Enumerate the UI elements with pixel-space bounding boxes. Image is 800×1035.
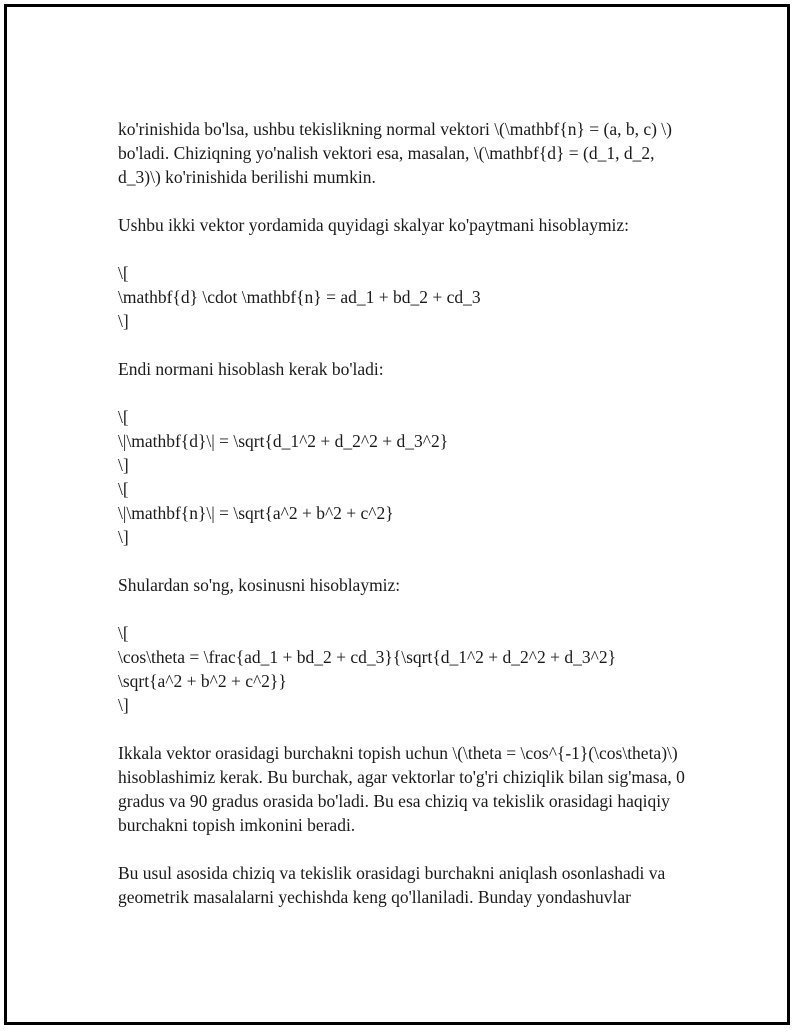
equation-cosine	[118, 621, 698, 717]
equation-line: \mathbf{d} \cdot \mathbf{n} = ad_1 + bd_2 + cd_3	[118, 287, 481, 307]
equation-line: \|\mathbf{d}\| = \sqrt{d_1^2 + d_2^2 + d_3^2}	[118, 431, 449, 451]
equation-line: \[	[118, 623, 129, 643]
equation-line: \[	[118, 263, 129, 283]
equation-scalar-product	[118, 261, 698, 333]
paragraph-angle: Ikkala vektor orasidagi burchakni topish uchun \(\theta = \cos^{-1}(\cos\theta)\) hisoblashimiz kerak. Bu burchak, agar vektorlar to'g'ri chiziqlik bilan sig'masa, 0 gradus va 90 gradus orasida bo'ladi. Bu esa chiziq va tekislik orasidagi haqiqiy burchakni topish imkonini beradi.	[118, 743, 685, 835]
equation-line: \cos\theta = \frac{ad_1 + bd_2 + cd_3}{\sqrt{d_1^2 + d_2^2 + d_3^2}	[118, 647, 616, 667]
document-body	[118, 117, 698, 933]
paragraph-scalar-product-intro: Ushbu ikki vektor yordamida quyidagi skalyar ko'paytmani hisoblaymiz:	[118, 215, 630, 235]
equation-line: \[	[118, 407, 129, 427]
paragraph-normal-vector: ko'rinishida bo'lsa, ushbu tekislikning normal vektori \(\mathbf{n} = (a, b, c) \) bo'ladi. Chiziqning yo'nalish vektori esa, masalan, \(\mathbf{d} = (d_1, d_2, d_3)\) ko'rinishida berilishi mumkin.	[118, 119, 672, 187]
paragraph-conclusion: Bu usul asosida chiziq va tekislik orasidagi burchakni aniqlash osonlashadi va geometrik masalalarni yechishda keng qo'llaniladi. Bunday yondashuvlar	[118, 863, 666, 907]
equation-line: \[	[118, 479, 129, 499]
equation-line: \|\mathbf{n}\| = \sqrt{a^2 + b^2 + c^2}	[118, 503, 394, 523]
equation-line: \]	[118, 455, 129, 475]
equation-norms	[118, 405, 698, 549]
equation-line: \]	[118, 695, 129, 715]
equation-line: \]	[118, 527, 129, 547]
equation-line: \sqrt{a^2 + b^2 + c^2}}	[118, 671, 287, 691]
paragraph-cosine-intro: Shulardan so'ng, kosinusni hisoblaymiz:	[118, 575, 401, 595]
equation-line: \]	[118, 311, 129, 331]
paragraph-norm-intro: Endi normani hisoblash kerak bo'ladi:	[118, 359, 384, 379]
